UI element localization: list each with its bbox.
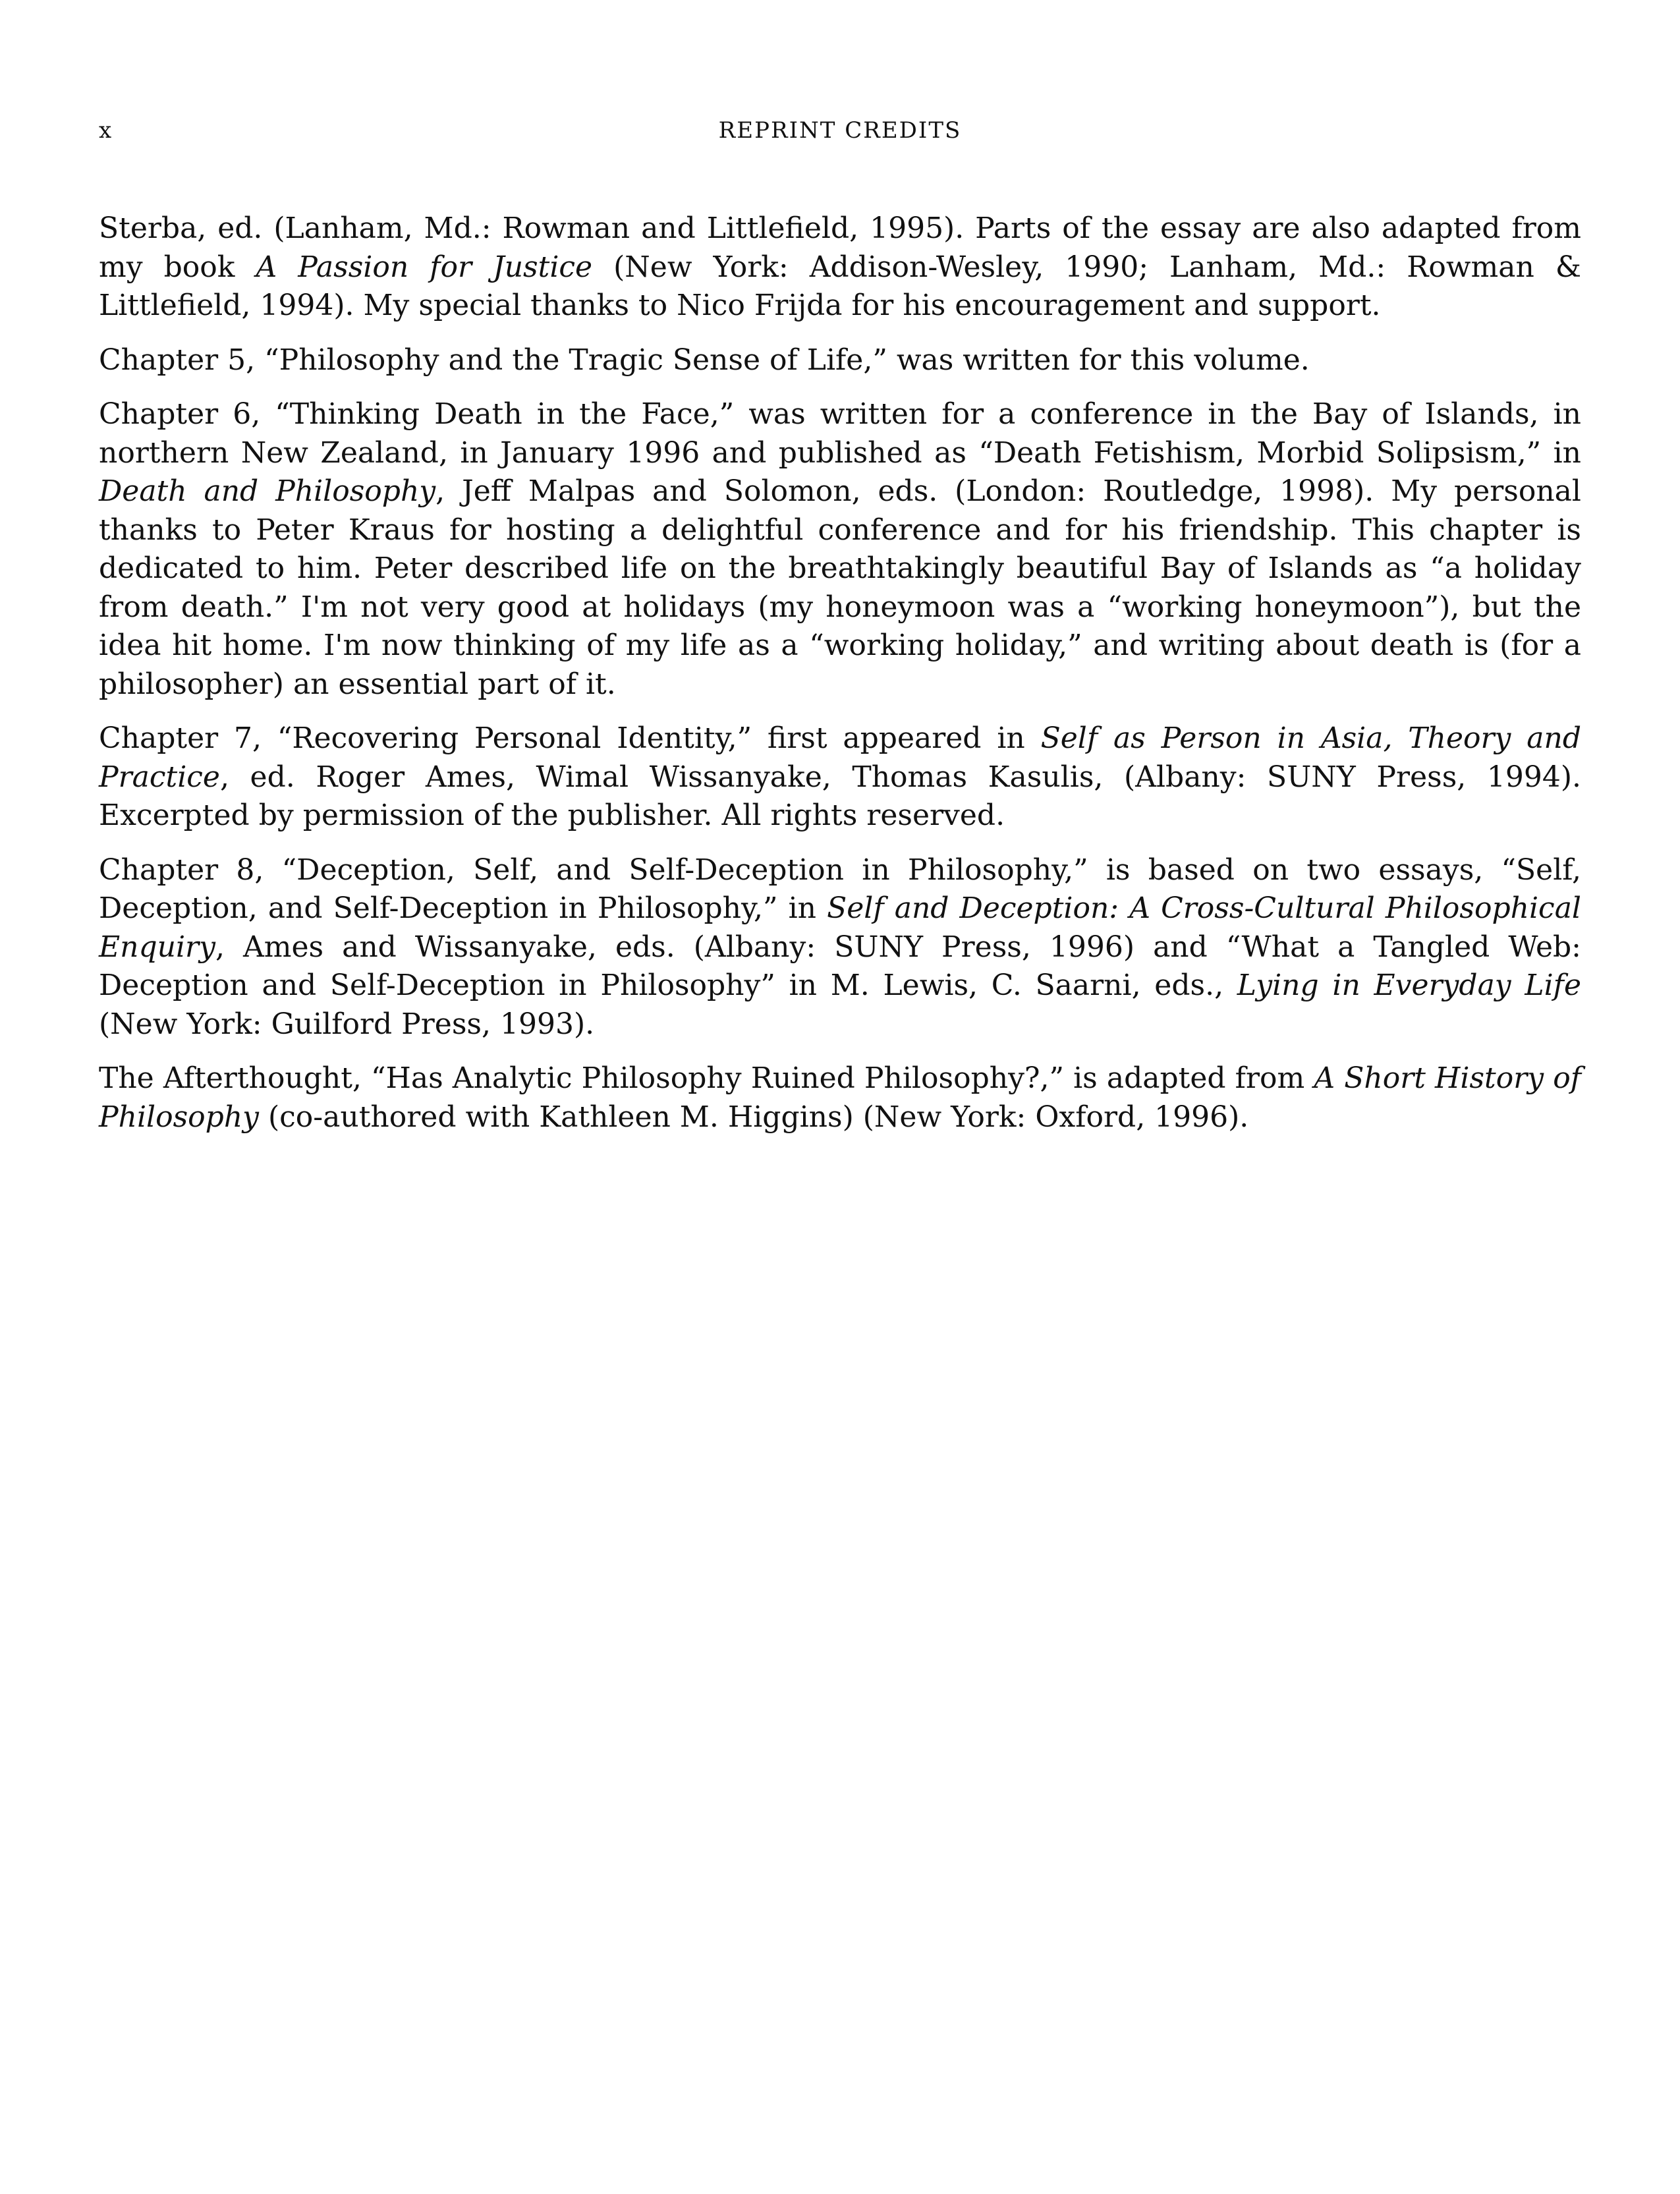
paragraph-text: Chapter 6, “Thinking Death in the Face,” was written for a conference in the Bay of Islands, in northern New Zealand, in January 1996 and published as “Death Fetishism, Morbid Solipsism,” in	[99, 397, 1581, 470]
paragraph-text: , Jeff Malpas and Solomon, eds. (London: Routledge, 1998). My personal thanks to Peter Kraus for hosting a delightful conference and for his friendship. This chapter is dedicated to him. Peter described life on the breathtakingly beautiful Bay of Islands as “a holiday from death.” I'm not very good at holidays (my honeymoon was a “working honeymoon”), but the idea hit home. I'm now thinking of my life as a “working holiday,” and writing about death is (for a philosopher) an essential part of it.	[99, 474, 1581, 701]
italic-title-text: A Passion for Justice	[256, 250, 593, 284]
italic-title-text: Lying in Everyday Life	[1237, 969, 1582, 1002]
paragraph-text: Chapter 7, “Recovering Personal Identity,” first appeared in	[99, 721, 1041, 755]
paragraph-text: The Afterthought, “Has Analytic Philosophy Ruined Philosophy?,” is adapted from	[99, 1061, 1314, 1095]
credit-paragraph	[99, 719, 1581, 835]
running-header	[99, 117, 1581, 150]
credit-paragraph	[99, 341, 1581, 380]
italic-title-text: Death and Philosophy	[99, 474, 436, 508]
running-title: REPRINT CREDITS	[718, 117, 962, 144]
paragraph-text: Sterba, ed. (Lanham, Md.: Rowman and Littlefield, 1995). Parts of the essay are also adapted from my book	[99, 211, 1581, 284]
italic-title-text: Self and Deception: A Cross-Cultural Philosophical Enquiry	[99, 891, 1582, 964]
paragraph-text: Chapter 8, “Deception, Self, and Self-Deception in Philosophy,” is based on two essays, “Self, Deception, and Self-Deception in Philosophy,” in	[99, 853, 1581, 925]
paragraph-text: Chapter 5, “Philosophy and the Tragic Sense of Life,” was written for this volume.	[99, 343, 1310, 377]
credit-paragraph	[99, 210, 1581, 325]
paragraph-text: (co-authored with Kathleen M. Higgins) (New York: Oxford, 1996).	[259, 1100, 1249, 1134]
paragraph-text: (New York: Guilford Press, 1993).	[99, 1007, 595, 1041]
paragraph-text: , Ames and Wissanyake, eds. (Albany: SUNY Press, 1996) and “What a Tangled Web: Deception and Self-Deception in Philosophy” in M. Lewis, C. Saarni, eds.,	[99, 930, 1581, 1002]
italic-title-text: A Short History of Philosophy	[99, 1061, 1581, 1134]
paragraph-text: , ed. Roger Ames, Wimal Wissanyake, Thomas Kasulis, (Albany: SUNY Press, 1994). Excerpted by permission of the publisher. All rights reserved.	[99, 760, 1581, 832]
paragraph-text: (New York: Addison-Wesley, 1990; Lanham, Md.: Rowman & Littlefield, 1994). My special thanks to Nico Frijda for his encouragement and support.	[99, 250, 1581, 322]
italic-title-text: Self as Person in Asia, Theory and Practice	[99, 721, 1581, 794]
credit-paragraph	[99, 395, 1581, 704]
credit-paragraph	[99, 1059, 1581, 1137]
body-text	[99, 210, 1581, 1152]
credit-paragraph	[99, 851, 1581, 1044]
page-number: x	[99, 117, 113, 144]
